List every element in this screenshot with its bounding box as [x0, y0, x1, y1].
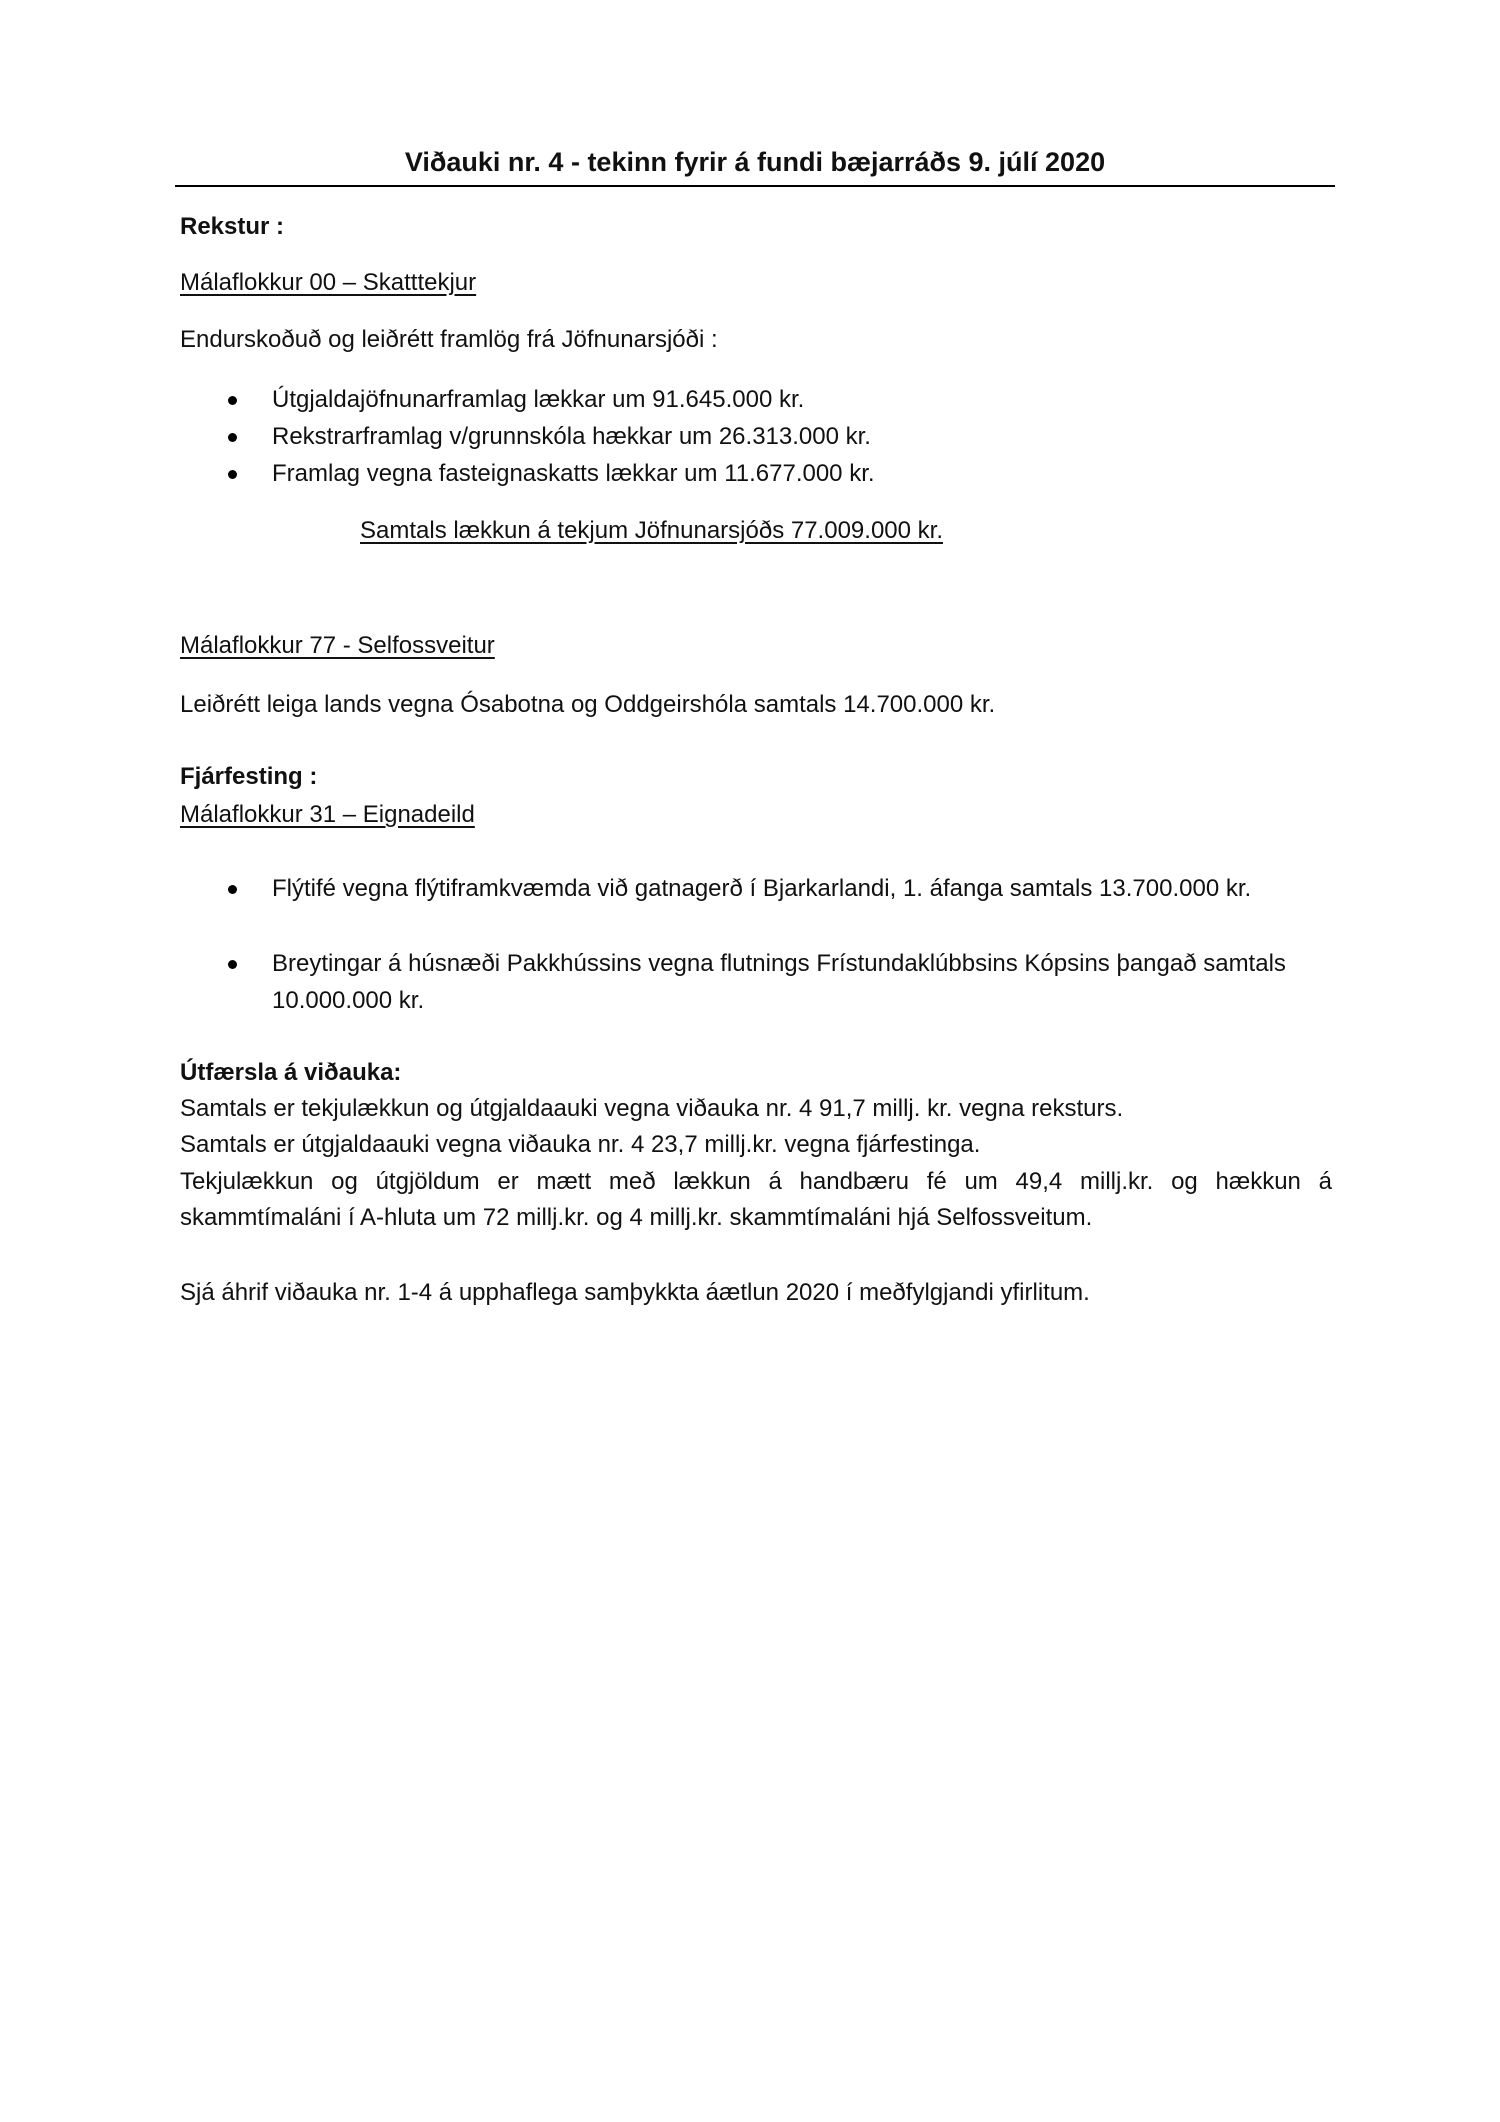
utfaersla-line: Samtals er útgjaldaauki vegna viðauka nr. 4 23,7 millj.kr. vegna fjárfestinga.: [180, 1131, 981, 1158]
list-item-text: Rekstrarframlag v/grunnskóla hækkar um 26.313.000 kr.: [272, 423, 871, 450]
category-00-intro: Endurskoðuð og leiðrétt framlög frá Jöfnunarsjóði :: [180, 326, 718, 353]
bullet-icon: [228, 433, 237, 442]
bullet-icon: [228, 960, 237, 969]
list-item-text: Framlag vegna fasteignaskatts lækkar um 11.677.000 kr.: [272, 460, 875, 487]
bullet-icon: [228, 885, 237, 894]
category-77-heading: Málaflokkur 77 - Selfossveitur: [180, 632, 495, 659]
category-77-text: Leiðrétt leiga lands vegna Ósabotna og Oddgeirshóla samtals 14.700.000 kr.: [180, 691, 996, 718]
fjarfesting-heading: Fjárfesting :: [180, 763, 318, 790]
list-item-text: Breytingar á húsnæði Pakkhússins vegna flutnings Frístundaklúbbsins Kópsins þangað samtals 10.000.000 kr.: [272, 950, 1286, 1014]
list-item-text: Útgjaldajöfnunarframlag lækkar um 91.645.000 kr.: [272, 386, 805, 413]
utfaersla-paragraph: Tekjulækkun og útgjöldum er mætt með lækkun á handbæru fé um 49,4 millj.kr. og hækkun á skammtímaláni í A-hluta um 72 millj.kr. og 4 millj.kr. skammtímaláni hjá Selfossveitum.: [180, 1168, 1332, 1231]
bullet-icon: [228, 396, 237, 405]
bullet-icon: [228, 470, 237, 479]
title-divider: [175, 185, 1335, 187]
list-item-text: Flýtifé vegna flýtiframkvæmda við gatnagerð í Bjarkarlandi, 1. áfanga samtals 13.700.000 kr.: [272, 875, 1252, 902]
closing-text: Sjá áhrif viðauka nr. 1-4 á upphaflega samþykkta áætlun 2020 í meðfylgjandi yfirlitum.: [180, 1279, 1090, 1306]
category-31-heading: Málaflokkur 31 – Eignadeild: [180, 801, 475, 828]
utfaersla-heading: Útfærsla á viðauka:: [180, 1059, 402, 1086]
rekstur-heading: Rekstur :: [180, 213, 285, 240]
category-00-heading: Málaflokkur 00 – Skatttekjur: [180, 269, 477, 296]
document-title: Viðauki nr. 4 - tekinn fyrir á fundi bæjarráðs 9. júlí 2020: [404, 147, 1106, 177]
utfaersla-line: Samtals er tekjulækkun og útgjaldaauki vegna viðauka nr. 4 91,7 millj. kr. vegna reksturs.: [180, 1095, 1124, 1122]
category-00-total: Samtals lækkun á tekjum Jöfnunarsjóðs 77.009.000 kr.: [360, 517, 943, 544]
